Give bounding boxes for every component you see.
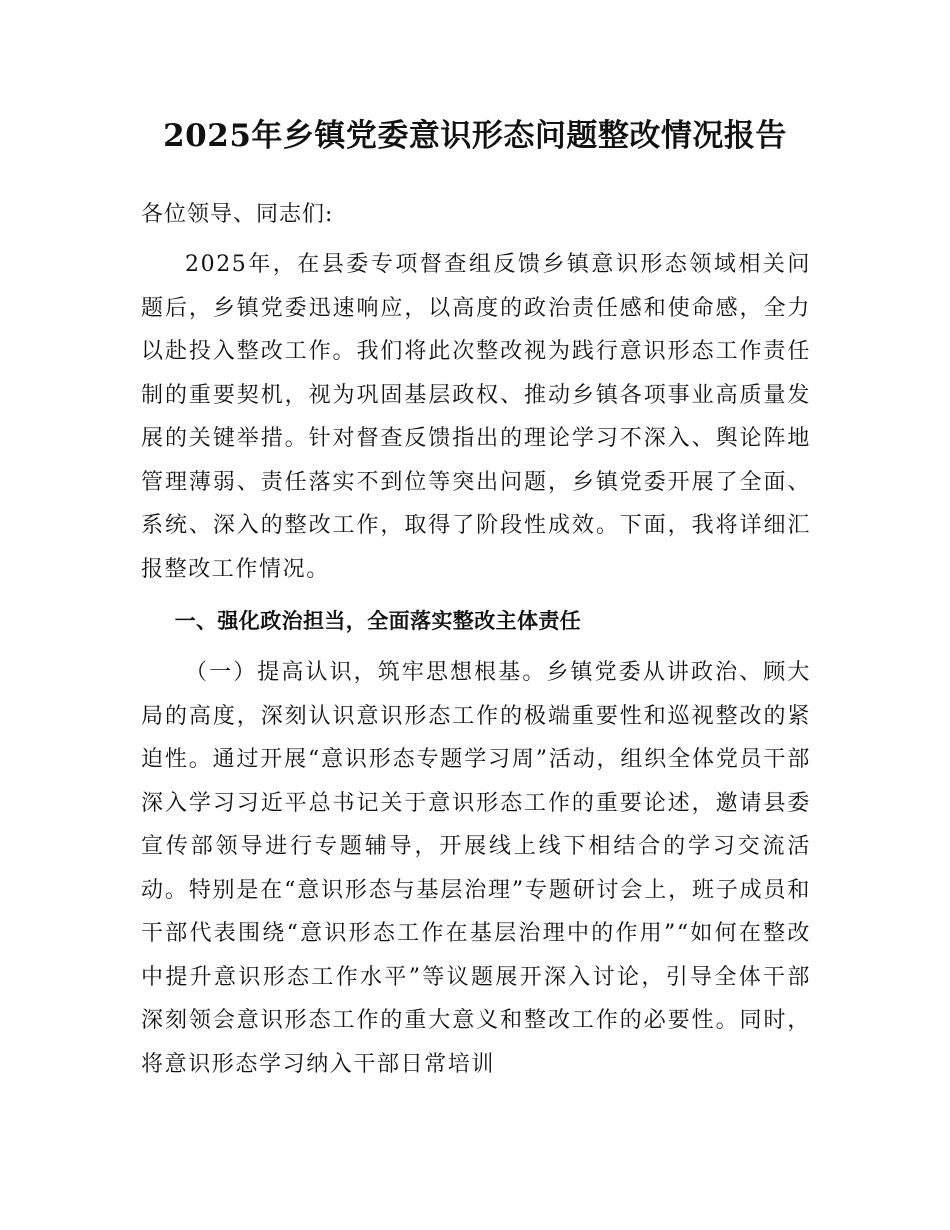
document-title: 2025年乡镇党委意识形态问题整改情况报告 (163, 118, 787, 154)
document-body (141, 193, 811, 1094)
subsection-paragraph: （一）提高认识，筑牢思想根基。乡镇党委从讲政治、顾大局的高度，深刻认识意识形态工作的极端重要性和巡视整改的紧迫性。通过开展“意识形态专题学习周”活动，组织全体党员干部深入学习习近平总书记关于意识形态工作的重要论述，邀请县委宣传部领导进行专题辅导，开展线上线下相结合的学习交流活动。特别是在“意识形态与基层治理”专题研讨会上，班子成员和干部代表围绕“意识形态工作在基层治理中的作用”“如何在整改中提升意识形态工作水平”等议题展开深入讨论，引导全体干部深刻领会意识形态工作的重大意义和整改工作的必要性。同时，将意识形态学习纳入干部日常培训 (141, 660, 811, 1077)
intro-paragraph: 2025年，在县委专项督查组反馈乡镇意识形态领域相关问题后，乡镇党委迅速响应，以高度的政治责任感和使命感，全力以赴投入整改工作。我们将此次整改视为践行意识形态工作责任制的重要契机，视为巩固基层政权、推动乡镇各项事业高质量发展的关键举措。针对督查反馈指出的理论学习不深入、舆论阵地管理薄弱、责任落实不到位等突出问题，乡镇党委开展了全面、系统、深入的整改工作，取得了阶段性成效。下面，我将详细汇报整改工作情况。 (141, 252, 811, 582)
salutation: 各位领导、同志们: (141, 202, 334, 227)
section-heading: 一、强化政治担当，全面落实整改主体责任 (174, 609, 582, 633)
